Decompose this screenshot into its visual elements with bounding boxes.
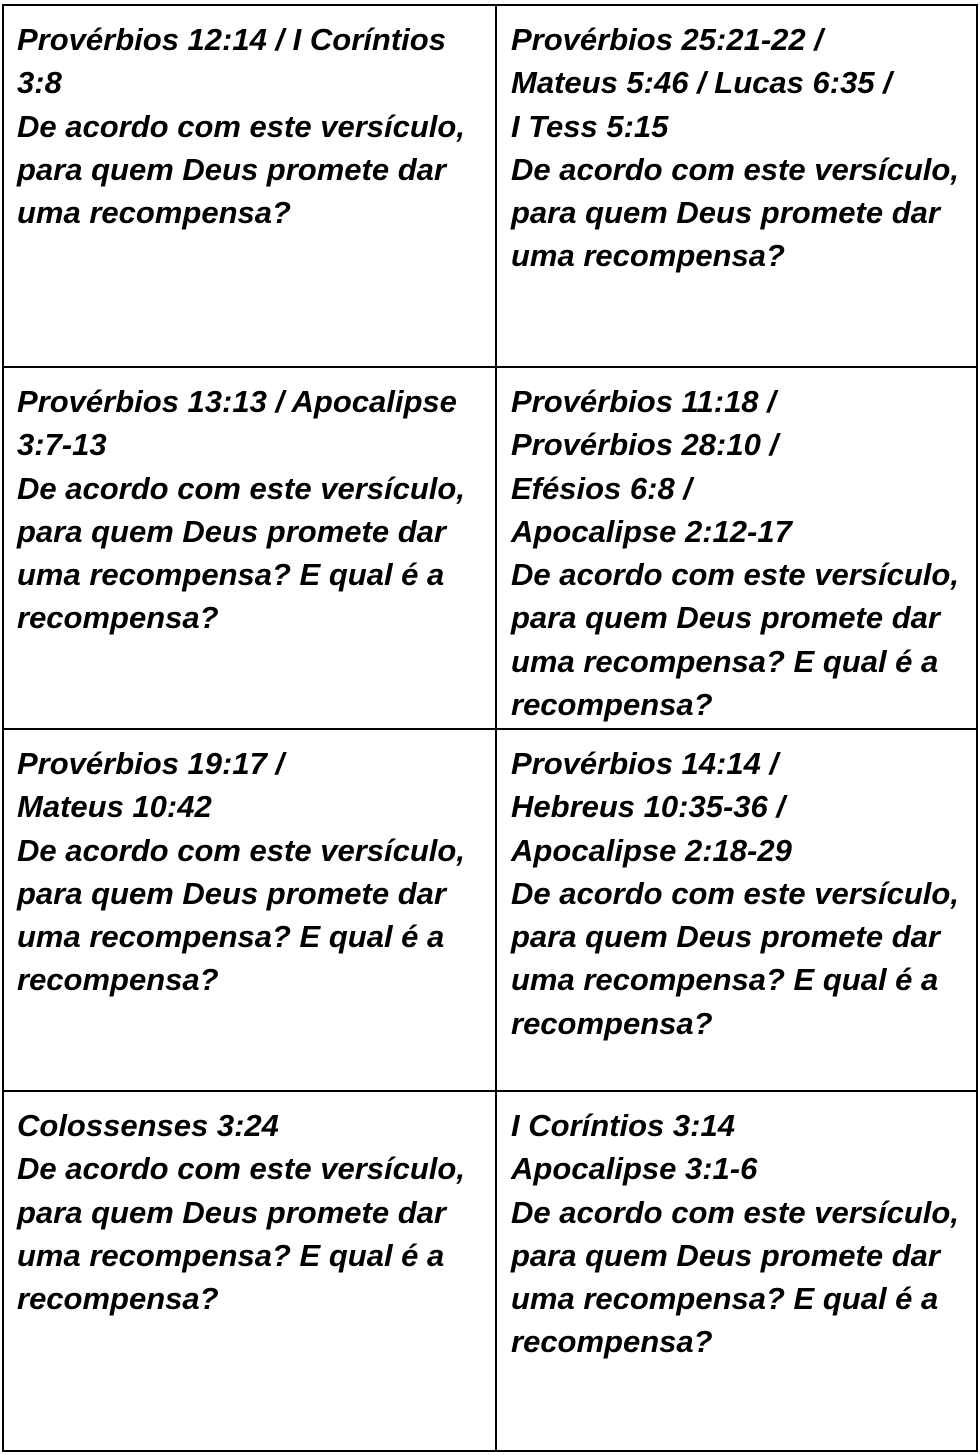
- card-line: De acordo com este versículo,: [17, 108, 465, 144]
- card-line: De acordo com este versículo,: [17, 832, 465, 868]
- card-line: De acordo com este versículo,: [17, 1151, 465, 1187]
- card-line: De acordo com este versículo,: [511, 875, 959, 911]
- card-line: Apocalipse 2:12-17: [511, 513, 792, 549]
- card-line: Provérbios 14:14 /: [511, 746, 779, 781]
- card-line: Apocalipse 3:1-6: [511, 1151, 758, 1187]
- card-line: De acordo com este versículo,: [511, 1194, 959, 1230]
- card-line: para quem Deus promete dar: [511, 919, 940, 955]
- card-line: Provérbios 25:21-22 /: [511, 22, 823, 57]
- card-line: Colossenses 3:24: [17, 1108, 279, 1143]
- card-line: Provérbios 11:18 /: [511, 384, 776, 419]
- card-line: De acordo com este versículo,: [17, 470, 465, 506]
- card-line: I Coríntios 3:14: [511, 1108, 735, 1143]
- question-card-5: [4, 730, 497, 1092]
- question-card-4: [497, 368, 976, 730]
- question-card-6: [497, 730, 976, 1092]
- card-line: Mateus 5:46 / Lucas 6:35 /: [511, 65, 892, 101]
- card-line: uma recompensa? E qual é a: [17, 919, 445, 955]
- card-line: Provérbios 19:17 /: [17, 746, 285, 781]
- card-line: 3:8: [17, 65, 62, 101]
- card-line: para quem Deus promete dar: [511, 1237, 940, 1273]
- card-line: Apocalipse 2:18-29: [511, 832, 792, 868]
- card-line: recompensa?: [511, 1005, 713, 1041]
- card-line: recompensa?: [17, 600, 219, 636]
- card-line: recompensa?: [511, 687, 713, 723]
- question-card-3: [4, 368, 497, 730]
- question-card-2: [497, 6, 976, 368]
- card-line: 3:7-13: [17, 427, 107, 463]
- card-line: Mateus 10:42: [17, 789, 212, 825]
- card-line: para quem Deus promete dar: [511, 195, 940, 231]
- card-line: Efésios 6:8 /: [511, 470, 692, 506]
- card-line: De acordo com este versículo,: [511, 151, 959, 187]
- card-line: para quem Deus promete dar: [17, 151, 446, 187]
- card-line: uma recompensa? E qual é a: [17, 557, 445, 593]
- card-line: para quem Deus promete dar: [511, 600, 940, 636]
- card-line: I Tess 5:15: [511, 108, 669, 144]
- card-line: uma recompensa? E qual é a: [511, 962, 939, 998]
- card-line: uma recompensa? E qual é a: [511, 1281, 939, 1317]
- card-line: para quem Deus promete dar: [17, 513, 446, 549]
- card-line: para quem Deus promete dar: [17, 875, 446, 911]
- question-card-7: [4, 1092, 497, 1450]
- card-line: recompensa?: [511, 1324, 713, 1360]
- card-line: Provérbios 13:13 / Apocalipse: [17, 384, 457, 419]
- question-card-grid: [2, 4, 978, 1452]
- card-line: uma recompensa? E qual é a: [511, 643, 939, 679]
- card-line: Provérbios 12:14 / I Coríntios: [17, 22, 446, 57]
- card-line: uma recompensa?: [17, 195, 291, 231]
- question-card-8: [497, 1092, 976, 1450]
- card-line: Provérbios 28:10 /: [511, 427, 779, 463]
- card-line: recompensa?: [17, 1281, 219, 1317]
- question-card-1: [4, 6, 497, 368]
- card-line: uma recompensa? E qual é a: [17, 1237, 445, 1273]
- card-line: recompensa?: [17, 962, 219, 998]
- card-line: uma recompensa?: [511, 238, 785, 274]
- card-line: De acordo com este versículo,: [511, 557, 959, 593]
- card-line: Hebreus 10:35-36 /: [511, 789, 785, 825]
- card-line: para quem Deus promete dar: [17, 1194, 446, 1230]
